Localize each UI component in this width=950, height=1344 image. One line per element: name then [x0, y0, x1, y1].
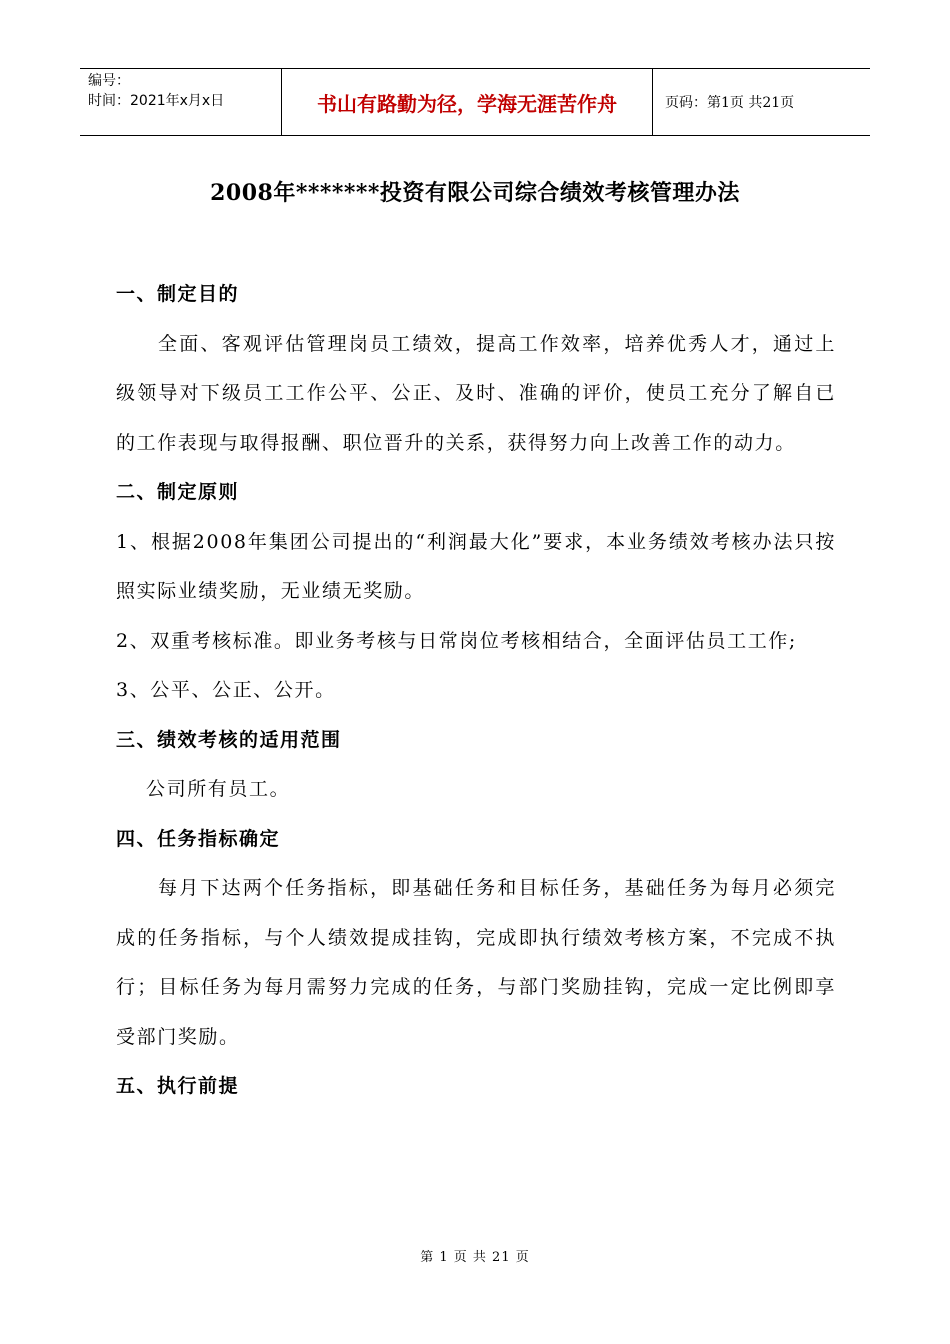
principle-item-3: 3、公平、公正、公开。 — [116, 679, 336, 701]
document-number-label: 编号： — [88, 73, 130, 89]
header-motto-cell — [282, 69, 653, 135]
principle-item-2: 2、双重考核标准。即业务考核与日常岗位考核相结合，全面评估员工工作; — [116, 629, 797, 652]
section-heading-prerequisites: 五、执行前提 — [116, 1075, 240, 1097]
document-body — [116, 270, 836, 1112]
document-title: 2008年*******投资有限公司综合绩效考核管理办法 — [210, 180, 740, 206]
section-heading-purpose: 一、制定目的 — [116, 283, 240, 305]
section-heading-principles: 二、制定原则 — [116, 481, 240, 503]
header-page-info: 页码：第1页 共21页 — [665, 95, 795, 111]
principle-item-1: 1、根据2008年集团公司提出的“利润最大化”要求，本业务绩效考核办法只按照实际业绩奖励，无业绩无奖励。 — [116, 530, 836, 602]
section-body-scope: 公司所有员工。 — [146, 778, 291, 800]
header-meta — [80, 69, 282, 135]
section-heading-scope: 三、绩效考核的适用范围 — [116, 728, 342, 751]
document-time-label: 时间：2021年x月x日 — [88, 93, 225, 109]
section-heading-targets: 四、任务指标确定 — [116, 827, 281, 850]
section-body-targets: 每月下达两个任务指标，即基础任务和目标任务，基础任务为每月必须完成的任务指标，与个人绩效提成挂钩，完成即执行绩效考核方案，不完成不执行；目标任务为每月需努力完成的任务，与部门奖励挂钩，完成一定比例即享受部门奖励。 — [116, 877, 836, 1048]
header-page-cell — [653, 69, 870, 135]
header-motto: 书山有路勤为径，学海无涯苦作舟 — [317, 91, 617, 116]
page-footer: 第 1 页 共 21 页 — [420, 1250, 530, 1265]
document-header — [80, 68, 870, 136]
section-body-purpose: 全面、客观评估管理岗员工绩效，提高工作效率，培养优秀人才，通过上级领导对下级员工工作公平、公正、及时、准确的评价，使员工充分了解自已的工作表现与取得报酬、职位晋升的关系，获得努力向上改善工作的动力。 — [116, 332, 836, 454]
